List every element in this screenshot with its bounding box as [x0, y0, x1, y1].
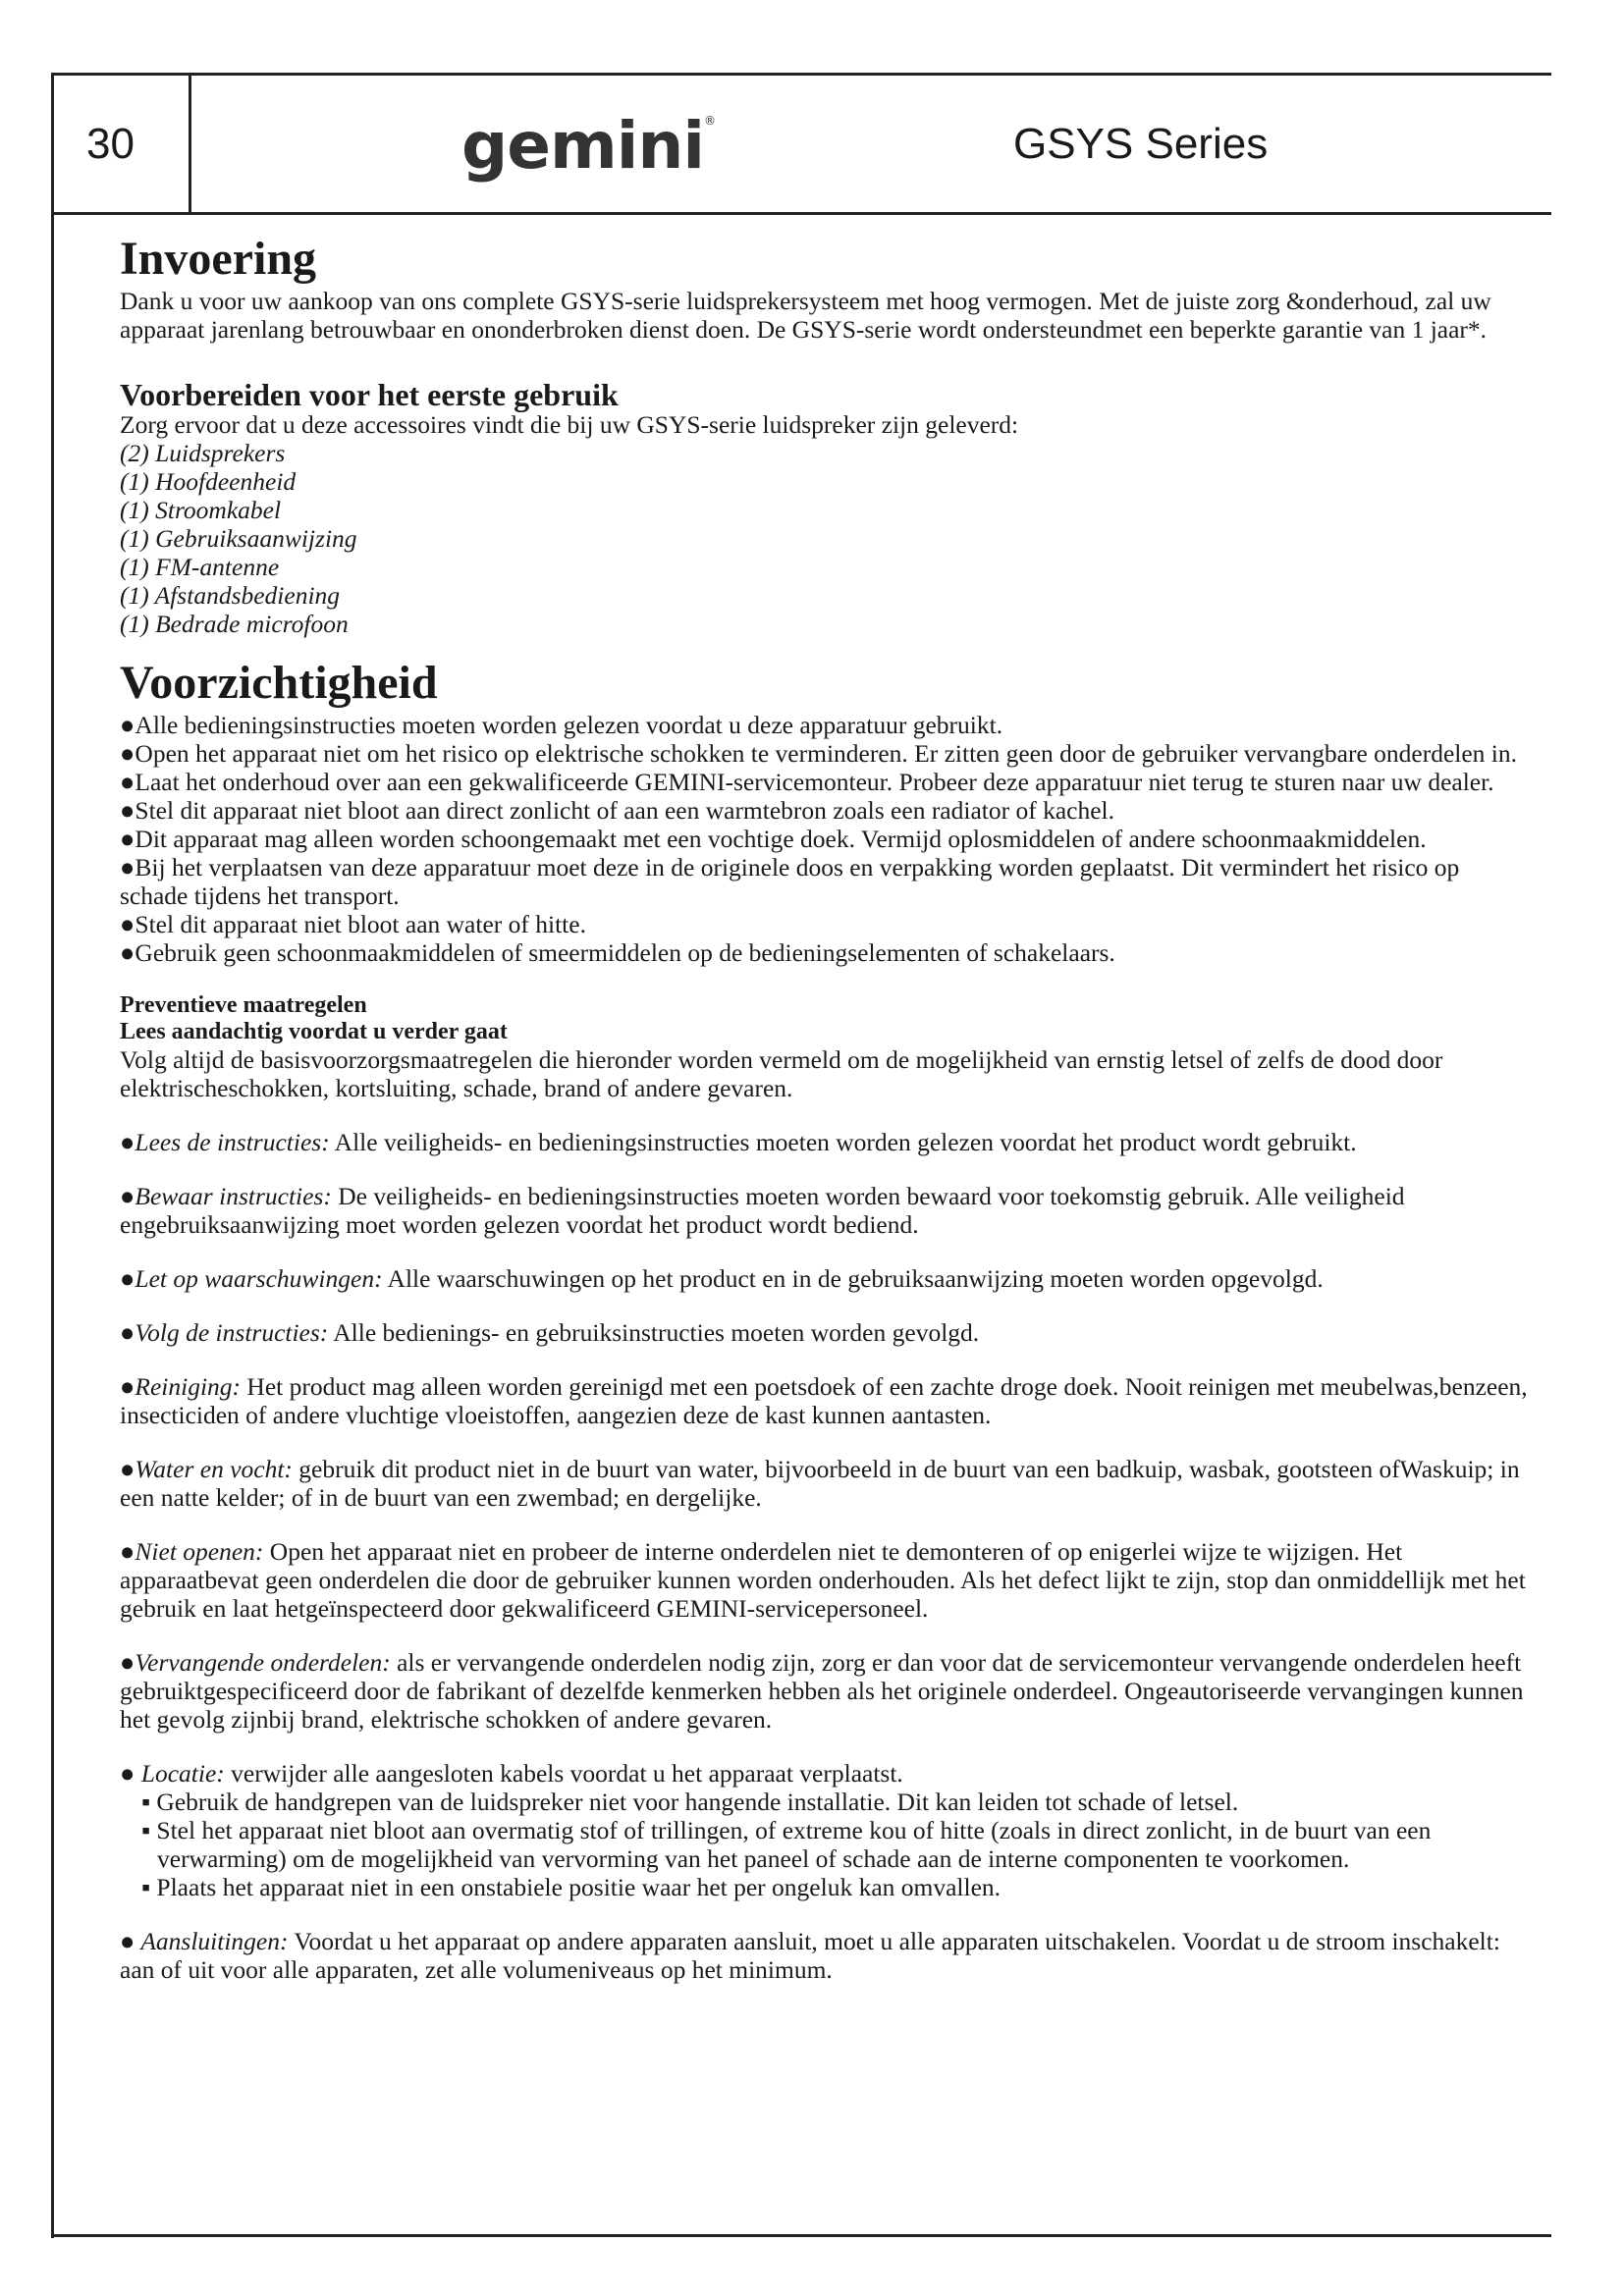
preventive-item-lead: ●Lees de instructies: — [120, 1128, 330, 1156]
header-top-rule — [51, 73, 1551, 76]
accessory-item: (1) Bedrade microfoon — [120, 610, 349, 638]
preventive-item-lead: ●Niet openen: — [120, 1537, 264, 1566]
gemini-logo — [461, 108, 715, 184]
logo-registered-mark: ® — [704, 114, 716, 128]
preventive-item — [120, 1455, 1534, 1512]
connections-text: Voordat u het apparaat op andere apparaten aansluit, moet u alle apparaten uitschakelen. Voordat u de stroom inschakelt: aan of uit voor alle apparaten, zet alle volumeniveaus op het minimum. — [120, 1927, 1500, 1984]
connections-lead: ● Aansluitingen: — [120, 1927, 289, 1955]
preventive-text: Volg altijd de basisvoorzorgsmaatregelen die hieronder worden vermeld om de mogelijkheid van ernstig letsel of zelfs de dood door elektrischeschokken, kortsluiting, schade, brand of andere gevaren. — [120, 1045, 1443, 1102]
preventive-item-lead: ●Water en vocht: — [120, 1455, 293, 1483]
accessory-item: (1) Gebruiksaanwijzing — [120, 524, 357, 553]
preventive-item-text: Het product mag alleen worden gereinigd met een poetsdoek of een zachte droge doek. Nooit reinigen met meubelwas,benzeen, insecticiden of andere vluchtige vloeistoffen, aangezien deze de kast kunnen aantasten. — [120, 1372, 1528, 1429]
preventive-item — [120, 1318, 1534, 1347]
accessory-list — [120, 439, 1534, 638]
accessory-item: (2) Luidsprekers — [120, 439, 286, 467]
caution-item: ●Open het apparaat niet om het risico op elektrische schokken te verminderen. Er zitten geen door de gebruiker vervangbare onderdelen in. — [120, 739, 1518, 768]
preventive-item-text: De veiligheids- en bedieningsinstructies moeten worden bewaard voor toekomstig gebruik. Alle veiligheid engebruiksaanwijzing moet worden gelezen voordat het product wordt bediend. — [120, 1182, 1405, 1239]
caution-item: ●Stel dit apparaat niet bloot aan water of hitte. — [120, 910, 586, 938]
preventive-title: Preventieve maatregelen — [120, 992, 367, 1018]
preventive-item — [120, 1128, 1534, 1156]
footer-rule — [51, 2234, 1551, 2237]
location-item — [120, 1759, 1534, 1788]
accessory-item: (1) FM-antenne — [120, 553, 280, 581]
header-divider — [189, 73, 191, 214]
page-frame-left — [51, 73, 54, 2238]
caution-item: ●Laat het onderhoud over aan een gekwalificeerde GEMINI-servicemonteur. Probeer deze apparatuur niet terug te sturen naar uw dealer. — [120, 768, 1494, 796]
preventive-item — [120, 1648, 1534, 1734]
caution-item: ●Bij het verplaatsen van deze apparatuur moet deze in de originele doos en verpakking worden geplaatst. Dit vermindert het risico op schade tijdens het transport. — [120, 853, 1460, 910]
preventive-item-text: Alle bedienings- en gebruiksinstructies moeten worden gevolgd. — [328, 1318, 980, 1347]
logo-text: gemini — [461, 108, 705, 184]
prep-title: Voorbereiden voor het eerste gebruik — [120, 377, 619, 412]
preventive-item-text: Open het apparaat niet en probeer de interne onderdelen niet te demonteren of op enigerlei wijze te wijzigen. Het apparaatbevat geen onderdelen die door de gebruiker kunnen worden onderhouden. Als het defect lijkt te zijn, stop dan onmiddellijk met het gebruik en laat hetgeïnspecteerd door gekwalificeerd GEMINI-servicepersoneel. — [120, 1537, 1526, 1623]
caution-list — [120, 711, 1534, 967]
intro-text: Dank u voor uw aankoop van ons complete GSYS-serie luidsprekersysteem met hoog vermogen. Met de juiste zorg &onderhoud, zal uw apparaat jarenlang betrouwbaar en ononderbroken dienst doen. De GSYS-serie wordt ondersteundmet een beperkte garantie van 1 jaar*. — [120, 287, 1491, 344]
preventive-item — [120, 1182, 1534, 1239]
location-subitem: ▪ Plaats het apparaat niet in een onstabiele positie waar het per ongeluk kan omvallen. — [141, 1873, 1001, 1901]
location-subitem: ▪ Gebruik de handgrepen van de luidspreker niet voor hangende installatie. Dit kan leiden tot schade of letsel. — [141, 1788, 1239, 1816]
preventive-item-text: als er vervangende onderdelen nodig zijn, zorg er dan voor dat de servicemonteur vervangende onderdelen heeft gebruiktgespecificeerd door de fabrikant of dezelfde kenmerken hebben als het originele onderdeel. Ongeautoriseerde vervangingen kunnen het gevolg zijnbij brand, elektrische schokken of andere gevaren. — [120, 1648, 1524, 1734]
preventive-item-lead: ●Reiniging: — [120, 1372, 242, 1401]
page-content — [120, 232, 1534, 1984]
preventive-item-text: Alle waarschuwingen op het product en in de gebruiksaanwijzing moeten worden opgevolgd. — [382, 1264, 1324, 1293]
preventive-subtitle: Lees aandachtig voordat u verder gaat — [120, 1019, 508, 1044]
header-bottom-rule — [51, 212, 1551, 215]
caution-item: ●Dit apparaat mag alleen worden schoongemaakt met een vochtige doek. Vermijd oplosmiddelen of andere schoonmaakmiddelen. — [120, 825, 1427, 853]
caution-item: ●Alle bedieningsinstructies moeten worden gelezen voordat u deze apparatuur gebruikt. — [120, 711, 1003, 739]
preventive-item-lead: ●Let op waarschuwingen: — [120, 1264, 383, 1293]
accessory-item: (1) Hoofdeenheid — [120, 467, 297, 496]
preventive-item-text: Alle veiligheids- en bedieningsinstructies moeten worden gelezen voordat het product wordt gebruikt. — [329, 1128, 1357, 1156]
page-number: 30 — [86, 120, 135, 168]
caution-title: Voorzichtigheid — [120, 657, 438, 709]
series-title: GSYS Series — [1013, 120, 1269, 168]
intro-title: Invoering — [120, 233, 317, 285]
prep-text: Zorg ervoor dat u deze accessoires vindt die bij uw GSYS-serie luidspreker zijn geleverd: — [120, 410, 1019, 439]
location-text: verwijder alle aangesloten kabels voordat u het apparaat verplaatst. — [224, 1759, 903, 1788]
accessory-item: (1) Afstandsbediening — [120, 581, 341, 610]
connections-item — [120, 1927, 1534, 1984]
preventive-item-lead: ●Bewaar instructies: — [120, 1182, 332, 1210]
caution-item: ●Stel dit apparaat niet bloot aan direct zonlicht of aan een warmtebron zoals een radiator of kachel. — [120, 796, 1115, 825]
preventive-item-lead: ●Vervangende onderdelen: — [120, 1648, 391, 1677]
preventive-item-text: gebruik dit product niet in de buurt van water, bijvoorbeeld in de buurt van een badkuip, wasbak, gootsteen ofWaskuip; in een natte kelder; of in de buurt van een zwembad; en dergelijke. — [120, 1455, 1520, 1512]
location-lead: ● Locatie: — [120, 1759, 225, 1788]
location-subitem: ▪ Stel het apparaat niet bloot aan overmatig stof of trillingen, of extreme kou of hitte (zoals in direct zonlicht, in de buurt van een verwarming) om de mogelijkheid van vervorming van het paneel of schade aan de interne componenten te voorkomen. — [141, 1816, 1432, 1873]
accessory-item: (1) Stroomkabel — [120, 496, 282, 524]
caution-item: ●Gebruik geen schoonmaakmiddelen of smeermiddelen op de bedieningselementen of schakelaars. — [120, 938, 1115, 967]
preventive-item — [120, 1372, 1534, 1429]
preventive-item — [120, 1264, 1534, 1293]
preventive-item-lead: ●Volg de instructies: — [120, 1318, 329, 1347]
preventive-item — [120, 1537, 1534, 1623]
